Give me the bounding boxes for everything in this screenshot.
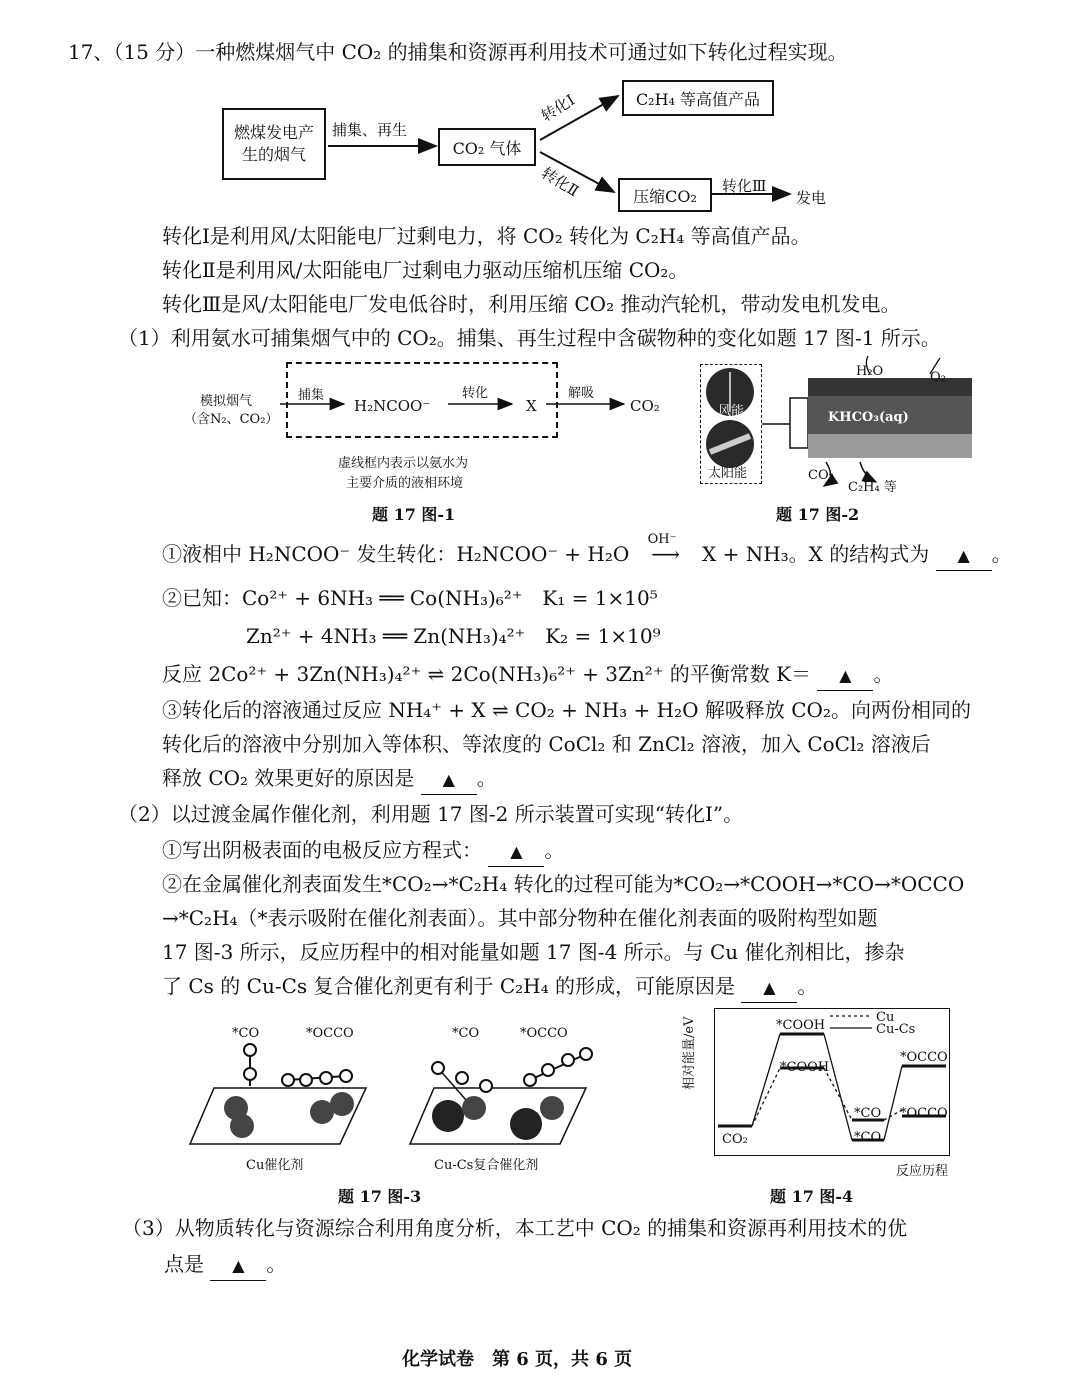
fig4-legend-cu: Cu [876,1010,895,1025]
note-1: 转化Ⅰ是利用风/太阳能电厂过剩电力，将 CO₂ 转化为 C₂H₄ 等高值产品。 [162,224,811,248]
fig4-label-cooh-top: *COOH [776,1018,826,1033]
fig4-caption: 题 17 图-4 [770,1187,854,1206]
flow-source-box: 燃煤发电产生的烟气 [222,108,326,180]
fig2-solar-label: 太阳能 [708,466,748,481]
fig1-input-line1: 模拟烟气 [200,394,253,409]
q2-2-line4: 了 Cs 的 Cu-Cs 复合催化剂更有利于 C₂H₄ 的形成，可能原因是 ▲ 。 [162,972,817,1003]
part3-line1: （3）从物质转化与资源综合利用角度分析，本工艺中 CO₂ 的捕集和资源再利用技术的优 [122,1216,908,1240]
q1-1-lhs: ①液相中 H₂NCOO⁻ 发生转化：H₂NCOO⁻ + H₂O [162,542,630,566]
q1-3-line3: 释放 CO₂ 效果更好的原因是 ▲ 。 [162,764,497,795]
flow-generate-label: 发电 [796,189,827,207]
fig4-label-occo-low: *OCCO [900,1106,948,1121]
flow-arrow1-label: 捕集、再生 [332,121,408,139]
q2-2-line3: 17 图-3 所示，反应历程中的相对能量如题 17 图-4 所示。与 Cu 催化剂相比，掺杂 [162,940,905,964]
q1-1: ①液相中 H₂NCOO⁻ 发生转化：H₂NCOO⁻ + H₂O OH⁻ ⟶ X + NH₃。X 的结构式为 ▲ 。 [162,540,1012,571]
q1-1-arrow: OH⁻ ⟶ [636,540,696,568]
q2-1-answer-mark: ▲ [510,842,523,861]
q1-1-condition: OH⁻ [647,532,677,547]
note-3: 转化Ⅲ是风/太阳能电厂发电低谷时，利用压缩 CO₂ 推动汽轮机，带动发电机发电。 [162,292,901,316]
q1-2-ask-text: 反应 2Co²⁺ + 3Zn(NH₃)₄²⁺ ⇌ 2Co(NH₃)₆²⁺ + 3Zn²⁺ 的平衡常数 K＝ [162,662,812,686]
q1-3-line2: 转化后的溶液中分别加入等体积、等浓度的 CoCl₂ 和 ZnCl₂ 溶液，加入 CoCl₂ 溶液后 [162,732,931,756]
q2-2-line1: ②在金属催化剂表面发生*CO₂→*C₂H₄ 转化的过程可能为*CO₂→*COOH→*CO→*OCCO [162,872,965,896]
fig3-right-co-label: *CO [452,1026,480,1041]
fig1-note-line1: 虚线框内表示以氨水为 [338,456,469,471]
flow-arrow3-label: 转化Ⅲ [722,177,767,195]
fig4-label-co-low: *CO [854,1130,882,1145]
fig1-input-line2: （含N₂、CO₂） [184,412,279,427]
flow-branch-down-label: 转化Ⅱ [538,163,582,201]
fig3-caption: 题 17 图-3 [338,1187,422,1206]
part3-line2-text: 点是 [164,1252,204,1276]
q1-1-rhs: X + NH₃。X 的结构式为 [701,542,930,566]
q1-2-ask: 反应 2Co²⁺ + 3Zn(NH₃)₄²⁺ ⇌ 2Co(NH₃)₆²⁺ + 3Zn²⁺ 的平衡常数 K＝ ▲ 。 [162,660,893,691]
fig2-caption: 题 17 图-2 [776,505,860,524]
fig4-label-co2: CO₂ [722,1132,748,1147]
q1-2-answer-mark: ▲ [839,666,852,685]
page-footer: 化学试卷 第 6 页，共 6 页 [402,1349,633,1370]
fig3-left-label: Cu催化剂 [246,1158,304,1173]
fig4-label-co-top: *CO [854,1106,882,1121]
fig4-xlabel: 反应历程 [896,1164,949,1179]
flow-co2-box: CO₂ 气体 [438,128,536,166]
fig1-output: CO₂ [630,397,660,415]
fig4-label-occo-top: *OCCO [900,1050,948,1065]
fig2-wind-label: 风能 [718,404,745,419]
fig1-caption: 题 17 图-1 [372,505,456,524]
fig2-o2-label: O₂ [930,370,946,385]
q2-2-answer-mark: ▲ [763,978,776,997]
fig1-species2: X [526,397,537,415]
fig1-note-line2: 主要介质的液相环境 [346,476,464,491]
fig4-legend-cucs: Cu-Cs [876,1022,916,1037]
q2-2-line2: →*C₂H₄（*表示吸附在催化剂表面）。其中部分物种在催化剂表面的吸附构型如题 [162,906,878,930]
flow-product-box: C₂H₄ 等高值产品 [622,80,774,116]
q1-1-answer-mark: ▲ [957,546,970,565]
fig3-right-label: Cu-Cs复合催化剂 [434,1158,539,1173]
fig2-electrolyte-label: KHCO₃(aq) [828,410,909,425]
part2-intro: （2）以过渡金属作催化剂，利用题 17 图-2 所示装置可实现“转化Ⅰ”。 [118,802,744,826]
q1-2-zn: Zn²⁺ + 4NH₃ ══ Zn(NH₃)₄²⁺ K₂ = 1×10⁹ [246,624,661,648]
fig1-step2: 转化 [462,386,489,401]
flow-compress-box: 压缩CO₂ [618,178,712,212]
q3-answer-blank[interactable] [210,1250,266,1281]
question-header: 17、（15 分）一种燃煤烟气中 CO₂ 的捕集和资源再利用技术可通过如下转化过程实现。 [68,40,848,64]
fig2-co2-label: CO₂ [808,468,834,483]
q2-1-text: ①写出阴极表面的电极反应方程式： [162,838,482,862]
note-2: 转化Ⅱ是利用风/太阳能电厂过剩电力驱动压缩机压缩 CO₂。 [162,258,689,282]
fig4-ylabel: 相对能量/eV [682,1016,697,1090]
fig2-c2h4-label: C₂H₄ 等 [848,480,897,495]
q1-3-answer-mark: ▲ [442,770,455,789]
q1-3-line3-text: 释放 CO₂ 效果更好的原因是 [162,766,415,790]
part1-intro: （1）利用氨水可捕集烟气中的 CO₂。捕集、再生过程中含碳物种的变化如题 17 图-1 所示。 [118,326,941,350]
q1-2-known: ②已知：Co²⁺ + 6NH₃ ══ Co(NH₃)₆²⁺ K₁ = 1×10⁵ [162,586,658,610]
q3-answer-mark: ▲ [232,1256,245,1275]
fig3-left-occo-label: *OCCO [306,1026,354,1041]
fig4-label-cooh-low: *COOH [780,1060,830,1075]
flow-branch-up-label: 转化Ⅰ [537,90,578,126]
q2-2-line4-text: 了 Cs 的 Cu-Cs 复合催化剂更有利于 C₂H₄ 的形成，可能原因是 [162,974,735,998]
fig1-step1: 捕集 [298,388,325,403]
fig1-step3: 解吸 [568,386,595,401]
q1-3-line1: ③转化后的溶液通过反应 NH₄⁺ + X ⇌ CO₂ + NH₃ + H₂O 解吸释放 CO₂。向两份相同的 [162,698,971,722]
part3-line2: 点是 ▲ 。 [164,1250,286,1281]
fig1-species1: H₂NCOO⁻ [354,397,431,415]
fig3-right-occo-label: *OCCO [520,1026,568,1041]
q2-1: ①写出阴极表面的电极反应方程式： ▲ 。 [162,836,564,867]
fig2-h2o-label: H₂O [856,364,884,379]
fig3-left-co-label: *CO [232,1026,260,1041]
